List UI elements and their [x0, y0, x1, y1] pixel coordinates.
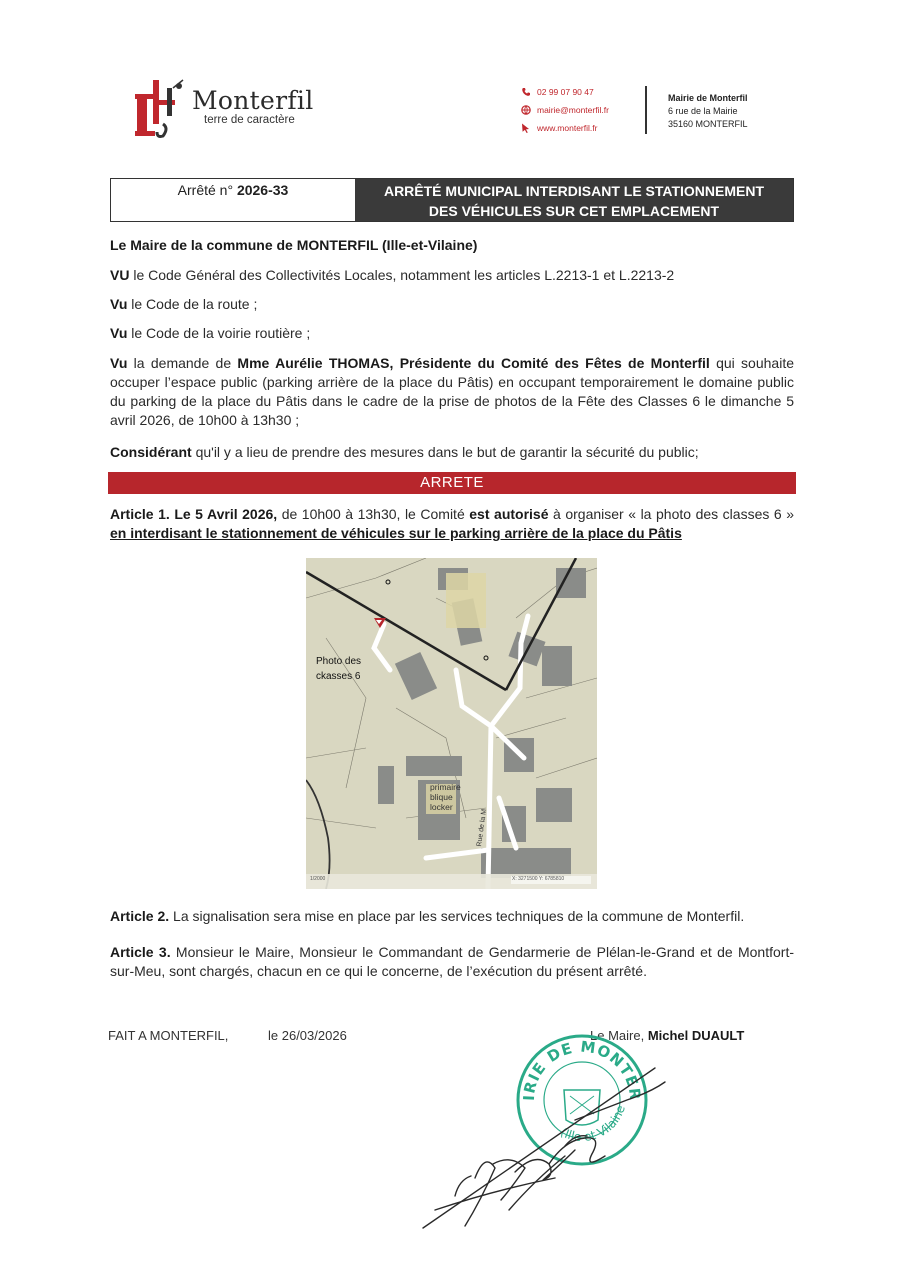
vu-cgct: VU le Code Général des Collectivités Locales, notamment les articles L.2213-1 et L.2213-2	[110, 267, 675, 283]
email-address[interactable]: mairie@monterfil.fr	[537, 104, 609, 115]
map-label-line2: ckasses 6	[316, 671, 361, 682]
article-3: Article 3. Monsieur le Maire, Monsieur le Commandant de Gendarmerie de Plélan-le-Grand et de Montfort-sur-Meu, sont chargés, chacun en ce qui le concerne, de l’exécution du présent arrêté.	[110, 944, 794, 979]
address-line1: 6 rue de la Mairie	[668, 106, 738, 116]
phone-number: 02 99 07 90 47	[537, 86, 594, 97]
decree-number	[111, 179, 355, 221]
school-line3: locker	[430, 802, 453, 812]
article-1: Article 1. Le 5 Avril 2026, de 10h00 à 13h30, le Comité est autorisé à organiser « la photo des classes 6 » en interdisant le stationnement de véhicules sur le parking arrière de la place du Pâtis	[110, 506, 794, 541]
decree-title	[355, 179, 793, 221]
vu-code-voirie: Vu le Code de la voirie routière ;	[110, 325, 311, 341]
maire-intro: Le Maire de la commune de MONTERFIL (Ille-et-Vilaine)	[110, 237, 478, 253]
contact-website	[520, 122, 597, 133]
map-coord-label: X: 3271500 Y: 6785810	[512, 876, 565, 882]
fait-a: FAIT A MONTERFIL,	[108, 1028, 229, 1043]
school-line2: blique	[430, 792, 453, 802]
logo-tagline: terre de caractère	[204, 114, 295, 126]
vu-demande: Vu la demande de Mme Aurélie THOMAS, Présidente du Comité des Fêtes de Monterfil qui souhaite occuper l’espace public (parking arrière de la place du Pâtis) en occupant temporairement le domaine public du parking de la place du Pâtis dans le cadre de la prise de photos de la Fête des Classes 6 le dimanche 5 avril 2026, de 10h00 à 13h30 ;	[110, 355, 794, 428]
cursor-icon	[520, 122, 531, 133]
maire-signature	[415, 1060, 680, 1240]
mairie-address	[668, 92, 748, 131]
vu-code-route: Vu le Code de la route ;	[110, 296, 258, 312]
arrete-heading: ARRETE	[108, 472, 796, 494]
map-label-line1: Photo des	[316, 656, 362, 667]
contact-email	[520, 104, 609, 115]
map-street-label: Rue de la M	[476, 808, 489, 847]
contact-phone	[520, 86, 594, 97]
address-line2: 35160 MONTERFIL	[668, 119, 748, 129]
article-1-restriction: en interdisant le stationnement de véhicules sur le parking arrière de la place du Pâtis	[110, 525, 682, 541]
decree-title-line1: ARRÊTÉ MUNICIPAL INTERDISANT LE STATIONNEMENT	[383, 183, 765, 199]
decree-number-value: 2026-33	[236, 182, 289, 198]
school-line1: primaire	[430, 782, 461, 792]
svg-text:MAIRIE DE MONTERFIL: IRIE DE MONTER	[519, 1037, 645, 1102]
cadastral-map	[306, 558, 597, 889]
article-2: Article 2. La signalisation sera mise en place par les services techniques de la commune de Monterfil.	[110, 908, 745, 924]
maire-signatory: Le Maire, Michel DUAULT	[590, 1028, 745, 1043]
signature-date: le 26/03/2026	[268, 1028, 347, 1043]
handwritten-signature-icon	[415, 1060, 680, 1240]
logo-name: Monterfil	[192, 86, 314, 115]
website-link[interactable]: www.monterfil.fr	[537, 122, 598, 133]
map-photo-label	[316, 654, 361, 684]
map-drawing	[306, 558, 597, 889]
logo-emblem-icon	[135, 76, 195, 140]
decree-number-prefix: Arrêté n°	[177, 182, 234, 198]
decree-title-box	[110, 178, 794, 222]
svg-text:(Ille et Vilaine): (Ille et Vilaine	[558, 1103, 628, 1145]
map-scale-label: 1/2000	[310, 876, 326, 882]
header-divider	[645, 86, 647, 134]
map-school-label	[430, 782, 461, 812]
address-title: Mairie de Monterfil	[668, 93, 748, 103]
phone-icon	[520, 86, 531, 97]
considerant: Considérant qu'il y a lieu de prendre des mesures dans le but de garantir la sécurité du public;	[110, 444, 699, 460]
decree-title-line2: DES VÉHICULES SUR CET EMPLACEMENT	[428, 203, 720, 219]
globe-icon	[520, 104, 531, 115]
